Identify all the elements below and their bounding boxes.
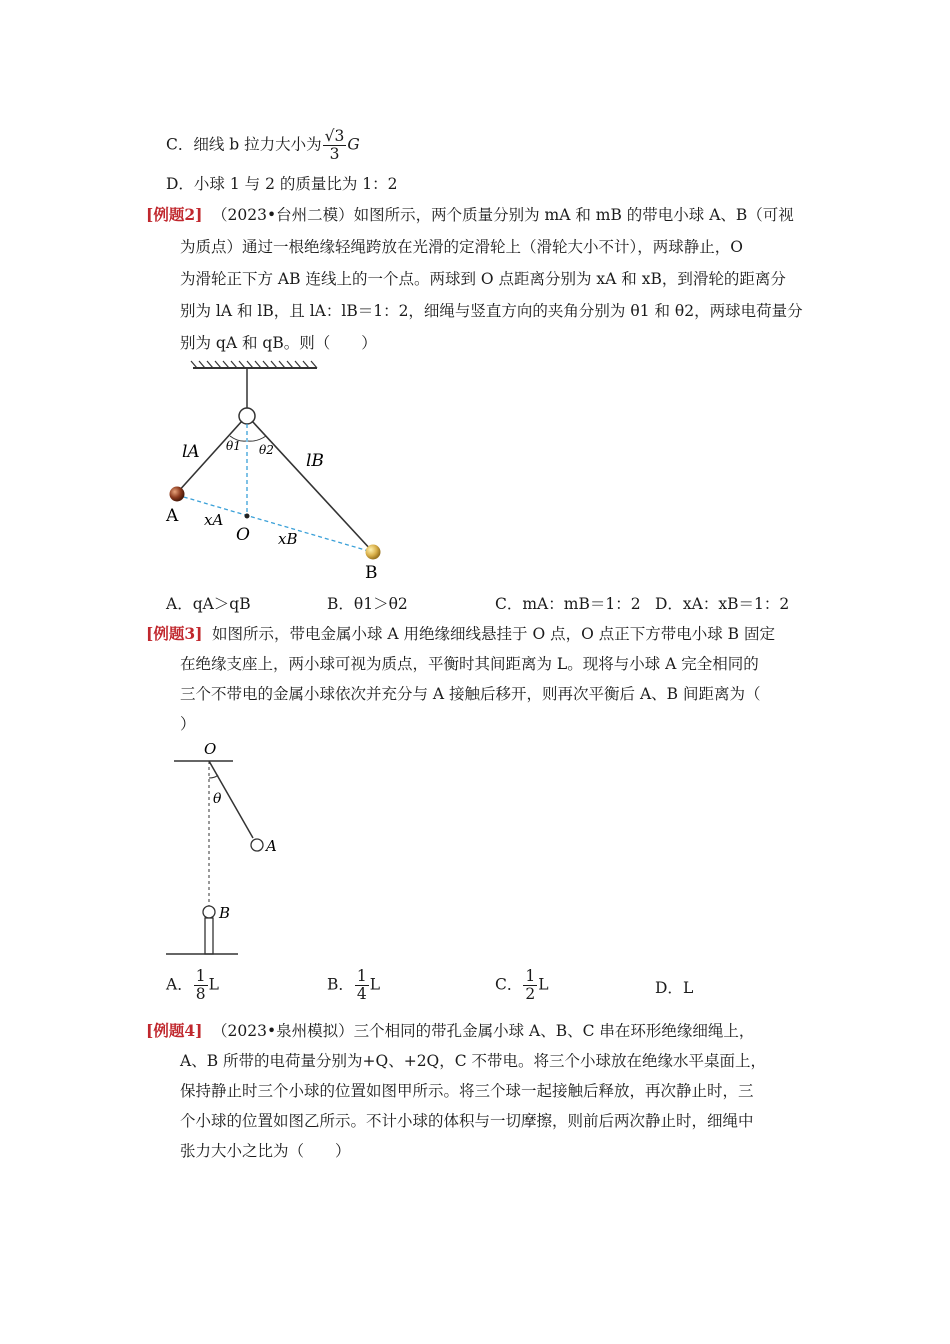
pulley-diagram xyxy=(160,358,420,588)
label-B: B xyxy=(365,563,378,583)
fraction-numerator: 1 xyxy=(356,967,367,985)
label-lB: lB xyxy=(306,451,324,471)
example2-line-3: 为滑轮正下方 AB 连线上的一个点。两球到 O 点距离分别为 xA 和 xB，到滑轮的距离分 xyxy=(180,270,786,288)
fraction-denominator: 3 xyxy=(329,145,340,163)
label-O: O xyxy=(236,525,250,545)
example3-line-2: 在绝缘支座上，两小球可视为质点，平衡时其间距离为 L。现将与小球 A 完全相同的 xyxy=(180,655,759,673)
example4-tag: [例题4] xyxy=(146,1021,203,1040)
label-A: A xyxy=(166,506,179,526)
option-c-prev xyxy=(166,128,360,163)
fraction-denominator: 4 xyxy=(356,985,367,1003)
example4-line-3: 保持静止时三个小球的位置如图甲所示。将三个球一起接触后释放，再次静止时，三 xyxy=(180,1082,754,1100)
ex3-option-a[interactable] xyxy=(166,968,219,1003)
option-label: C． xyxy=(495,975,523,994)
label-xA: xA xyxy=(204,511,224,529)
option-label: A． xyxy=(166,975,193,994)
example2-line-1: （2023•台州二模）如图所示，两个质量分别为 mA 和 mB 的带电小球 A、B（可视 xyxy=(212,206,794,224)
label-theta: θ xyxy=(213,791,222,807)
example4-line-1: （2023•泉州模拟）三个相同的带孔金属小球 A、B、C 串在环形绝缘细绳上， xyxy=(212,1022,755,1040)
option-text: L xyxy=(682,979,694,997)
example3-tag: [例题3] xyxy=(146,624,203,643)
hanging-ball-diagram xyxy=(160,738,300,958)
ex2-option-a[interactable]: A．qA＞qB xyxy=(166,595,251,613)
fraction-numerator: 1 xyxy=(525,967,536,985)
ex2-option-c[interactable]: C．mA：mB＝1：2 xyxy=(495,595,641,613)
fraction-denominator: 8 xyxy=(195,985,206,1003)
fraction-root3-over-3 xyxy=(323,128,347,163)
fraction-numerator: √3 xyxy=(324,127,345,145)
fraction-denominator: 2 xyxy=(525,985,536,1003)
example2-tag: [例题2] xyxy=(146,205,203,224)
example2-line-4: 别为 lA 和 lB，且 lA：lB＝1：2，细绳与竖直方向的夹角分别为 θ1 和 θ2，两球电荷量分 xyxy=(180,302,803,320)
ex3-option-c[interactable] xyxy=(495,968,549,1003)
example3-line-4: ） xyxy=(180,715,196,733)
option-label: B． xyxy=(327,975,354,994)
label-theta2: θ2 xyxy=(259,443,274,457)
option-d-prev: D．小球 1 与 2 的质量比为 1：2 xyxy=(166,175,398,193)
example2-line-2: 为质点）通过一根绝缘轻绳跨放在光滑的定滑轮上（滑轮大小不计），两球静止，O xyxy=(180,238,743,256)
fraction-1-8 xyxy=(194,968,208,1003)
option-unit: L xyxy=(369,975,381,994)
label-lA: lA xyxy=(182,442,200,462)
label-xB: xB xyxy=(278,530,298,548)
fraction-numerator: 1 xyxy=(195,967,206,985)
option-c-prefix: C．细线 b 拉力大小为 xyxy=(166,135,322,154)
label-A: A xyxy=(266,837,277,855)
fraction-1-4 xyxy=(355,968,369,1003)
example4-line-4: 个小球的位置如图乙所示。不计小球的体积与一切摩擦，则前后两次静止时，细绳中 xyxy=(180,1112,754,1130)
label-theta1: θ1 xyxy=(226,439,241,453)
ex2-option-d[interactable]: D．xA：xB＝1：2 xyxy=(655,595,790,613)
option-c-suffix: G xyxy=(347,135,360,154)
option-label: D． xyxy=(655,979,683,997)
label-O: O xyxy=(204,740,217,758)
option-unit: L xyxy=(538,975,549,994)
ex3-option-b[interactable] xyxy=(327,968,380,1003)
label-B: B xyxy=(219,904,231,922)
ex2-option-b[interactable]: B．θ1＞θ2 xyxy=(327,595,408,613)
example2-line-5: 别为 qA 和 qB。则（ ） xyxy=(180,334,377,352)
fraction-1-2 xyxy=(523,968,537,1003)
option-unit: L xyxy=(208,975,219,994)
example3-line-3: 三个不带电的金属小球依次并充分与 A 接触后移开，则再次平衡后 A、B 间距离为（ xyxy=(180,685,761,703)
example4-line-2: A、B 所带的电荷量分别为+Q、+2Q，C 不带电。将三个小球放在绝缘水平桌面上， xyxy=(180,1052,767,1070)
example3-line-1: 如图所示，带电金属小球 A 用绝缘细线悬挂于 O 点，O 点正下方带电小球 B 固定 xyxy=(212,625,775,643)
example4-line-5: 张力大小之比为（ ） xyxy=(180,1142,351,1160)
ex3-option-d[interactable] xyxy=(655,978,693,998)
